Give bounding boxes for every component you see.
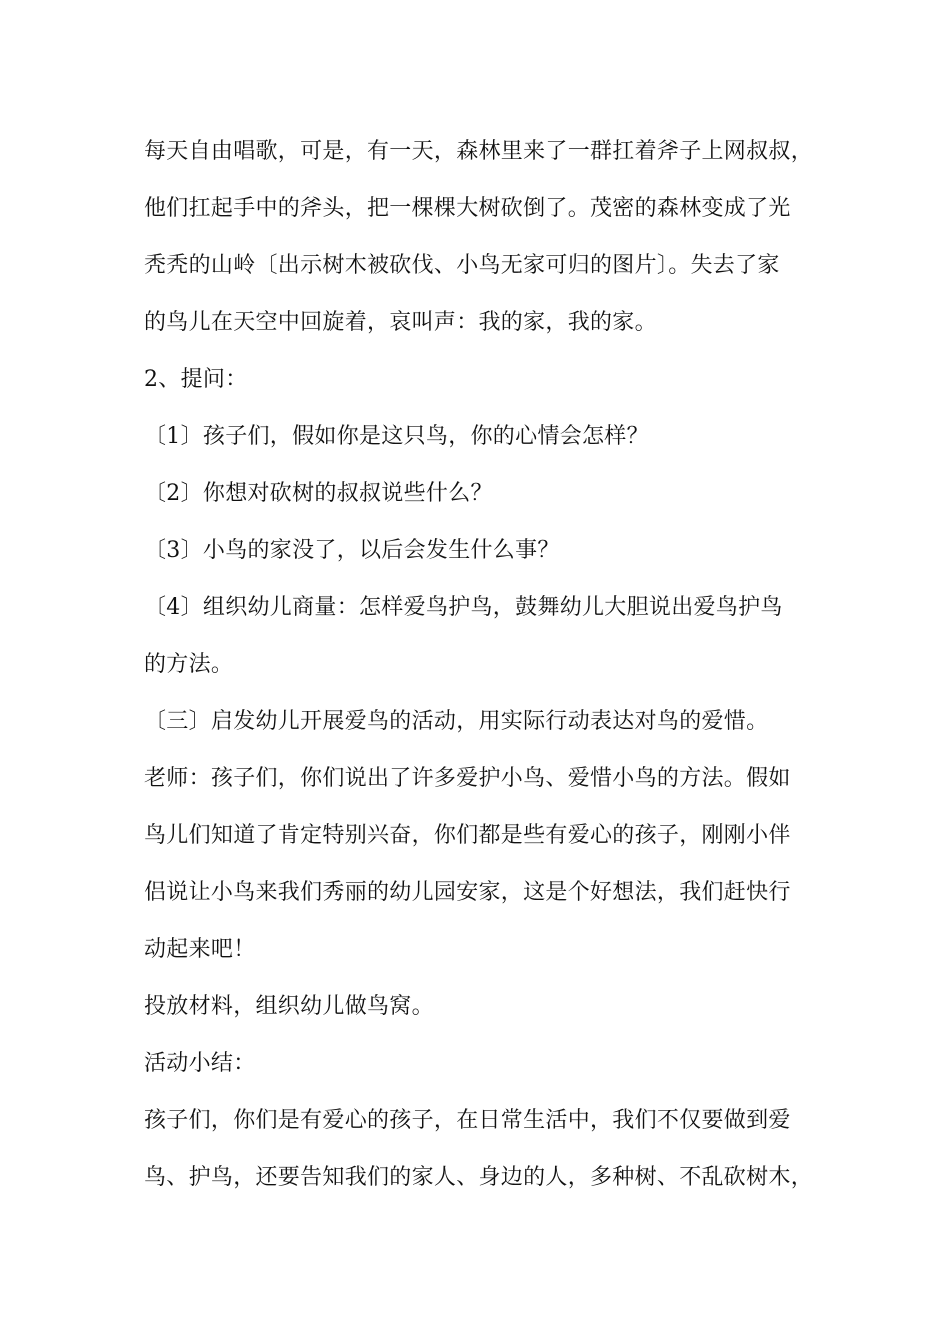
section-heading: 2、提问：: [144, 367, 248, 392]
text-line: 鸟儿们知道了肯定特别兴奋，你们都是些有爱心的孩子，刚刚小伴: [144, 823, 791, 848]
text-line: 孩子们，你们是有爱心的孩子，在日常生活中，我们不仅要做到爱: [144, 1108, 791, 1133]
text-line: 老师：孩子们，你们说出了许多爱护小鸟、爱惜小鸟的方法。假如: [144, 766, 791, 791]
section-heading: 活动小结：: [144, 1051, 256, 1076]
question-item: 〔2〕你想对砍树的叔叔说些什么？: [144, 481, 493, 506]
section-heading: 〔三〕启发幼儿开展爱鸟的活动，用实际行动表达对鸟的爱惜。: [144, 709, 769, 734]
text-line: 的鸟儿在天空中回旋着，哀叫声：我的家，我的家。: [144, 310, 657, 335]
text-line: 投放材料，组织幼儿做鸟窝。: [144, 994, 434, 1019]
text-line: 侣说让小鸟来我们秀丽的幼儿园安家，这是个好想法，我们赶快行: [144, 880, 791, 905]
text-line: 秃秃的山岭〔出示树木被砍伐、小鸟无家可归的图片〕。失去了家: [144, 253, 780, 278]
question-item: 〔3〕小鸟的家没了，以后会发生什么事？: [144, 538, 560, 563]
text-line: 的方法。: [144, 652, 234, 677]
question-item: 〔1〕孩子们，假如你是这只鸟，你的心情会怎样？: [144, 424, 649, 449]
text-line: 每天自由唱歌，可是，有一天，森林里来了一群扛着斧子上网叔叔，: [144, 139, 814, 164]
text-line: 他们扛起手中的斧头，把一棵棵大树砍倒了。茂密的森林变成了光: [144, 196, 791, 221]
question-item: 〔4〕组织幼儿商量：怎样爱鸟护鸟，鼓舞幼儿大胆说出爱鸟护鸟: [144, 595, 783, 620]
text-line: 动起来吧！: [144, 937, 256, 962]
text-line: 鸟、护鸟，还要告知我们的家人、身边的人，多种树、不乱砍树木，: [144, 1165, 814, 1190]
